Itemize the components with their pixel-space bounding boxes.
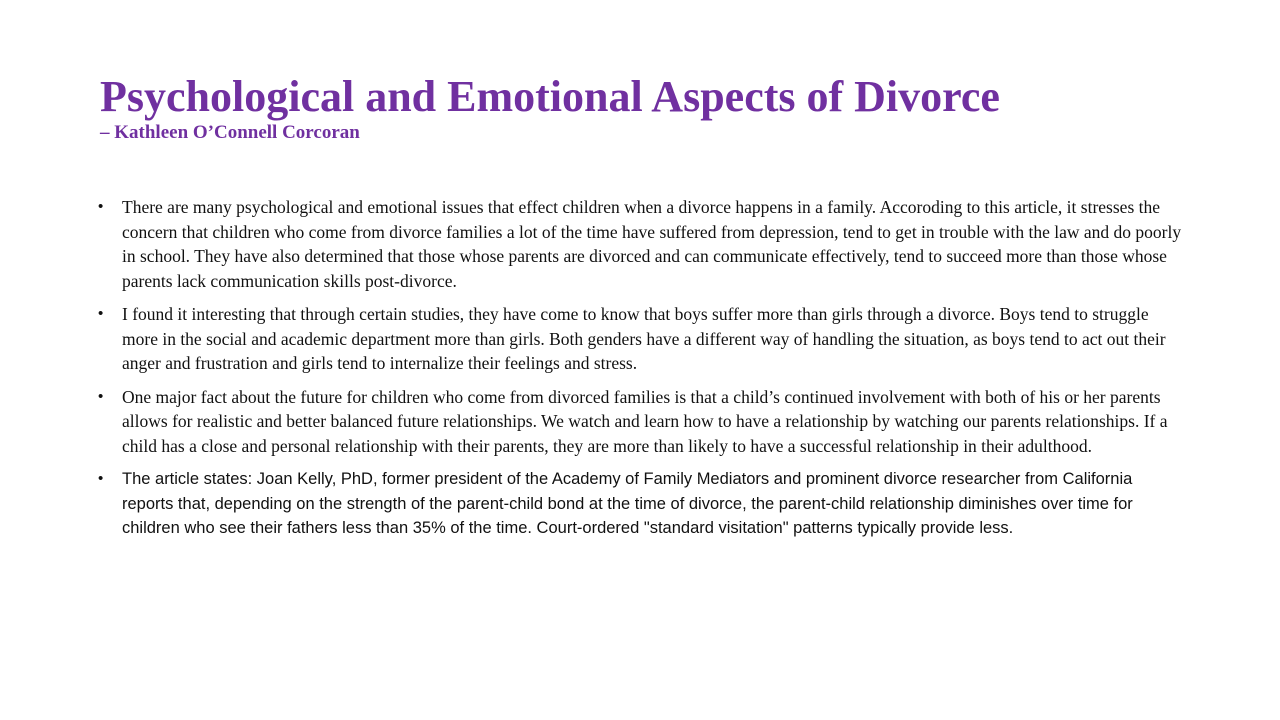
title-block [100,72,1200,144]
bullet-icon: • [98,470,104,487]
slide-title: Psychological and Emotional Aspects of Divorce [100,72,1000,121]
bullet-list [98,195,1188,550]
bullet-text-2: I found it interesting that through certain studies, they have come to know that boys suffer more than girls through a divorce. Boys tend to struggle more in the social and academic department more than girls. Both genders have a different way of handling the situation, as boys tend to act out their anger and frustration and girls tend to internalize their feelings and stress. [122,304,1166,373]
bullet-item-4 [98,467,1188,541]
bullet-item-1 [98,195,1188,293]
bullet-text-4: The article states: Joan Kelly, PhD, former president of the Academy of Family Mediators and prominent divorce researcher from California reports that, depending on the strength of the parent-child bond at the time of divorce, the parent-child relationship diminishes over time for children who see their fathers less than 35% of the time. Court-ordered "standard visitation" patterns typically provide less. [122,470,1133,537]
bullet-item-3 [98,385,1188,459]
bullet-icon: • [98,305,104,322]
bullet-text-3: One major fact about the future for children who come from divorced families is that a child’s continued involvement with both of his or her parents allows for realistic and better balanced future relationships. We watch and learn how to have a relationship by watching our parents relationships. If a child has a close and personal relationship with their parents, they are more than likely to have a successful relationship in their adulthood. [122,386,1168,456]
bullet-item-2 [98,302,1188,376]
bullet-icon: • [98,387,104,405]
slide-subtitle: – Kathleen O’Connell Corcoran [100,122,360,143]
bullet-text-1: There are many psychological and emotional issues that effect children when a divorce happens in a family. Accoroding to this article, it stresses the concern that children who come from divorce families a lot of the time have suffered from depression, tend to get in trouble with the law and do poorly in school. They have also determined that those whose parents are divorced and can communicate effectively, tend to succeed more than those whose parents lack communication skills post-divorce. [122,197,1182,291]
bullet-icon: • [98,198,104,215]
